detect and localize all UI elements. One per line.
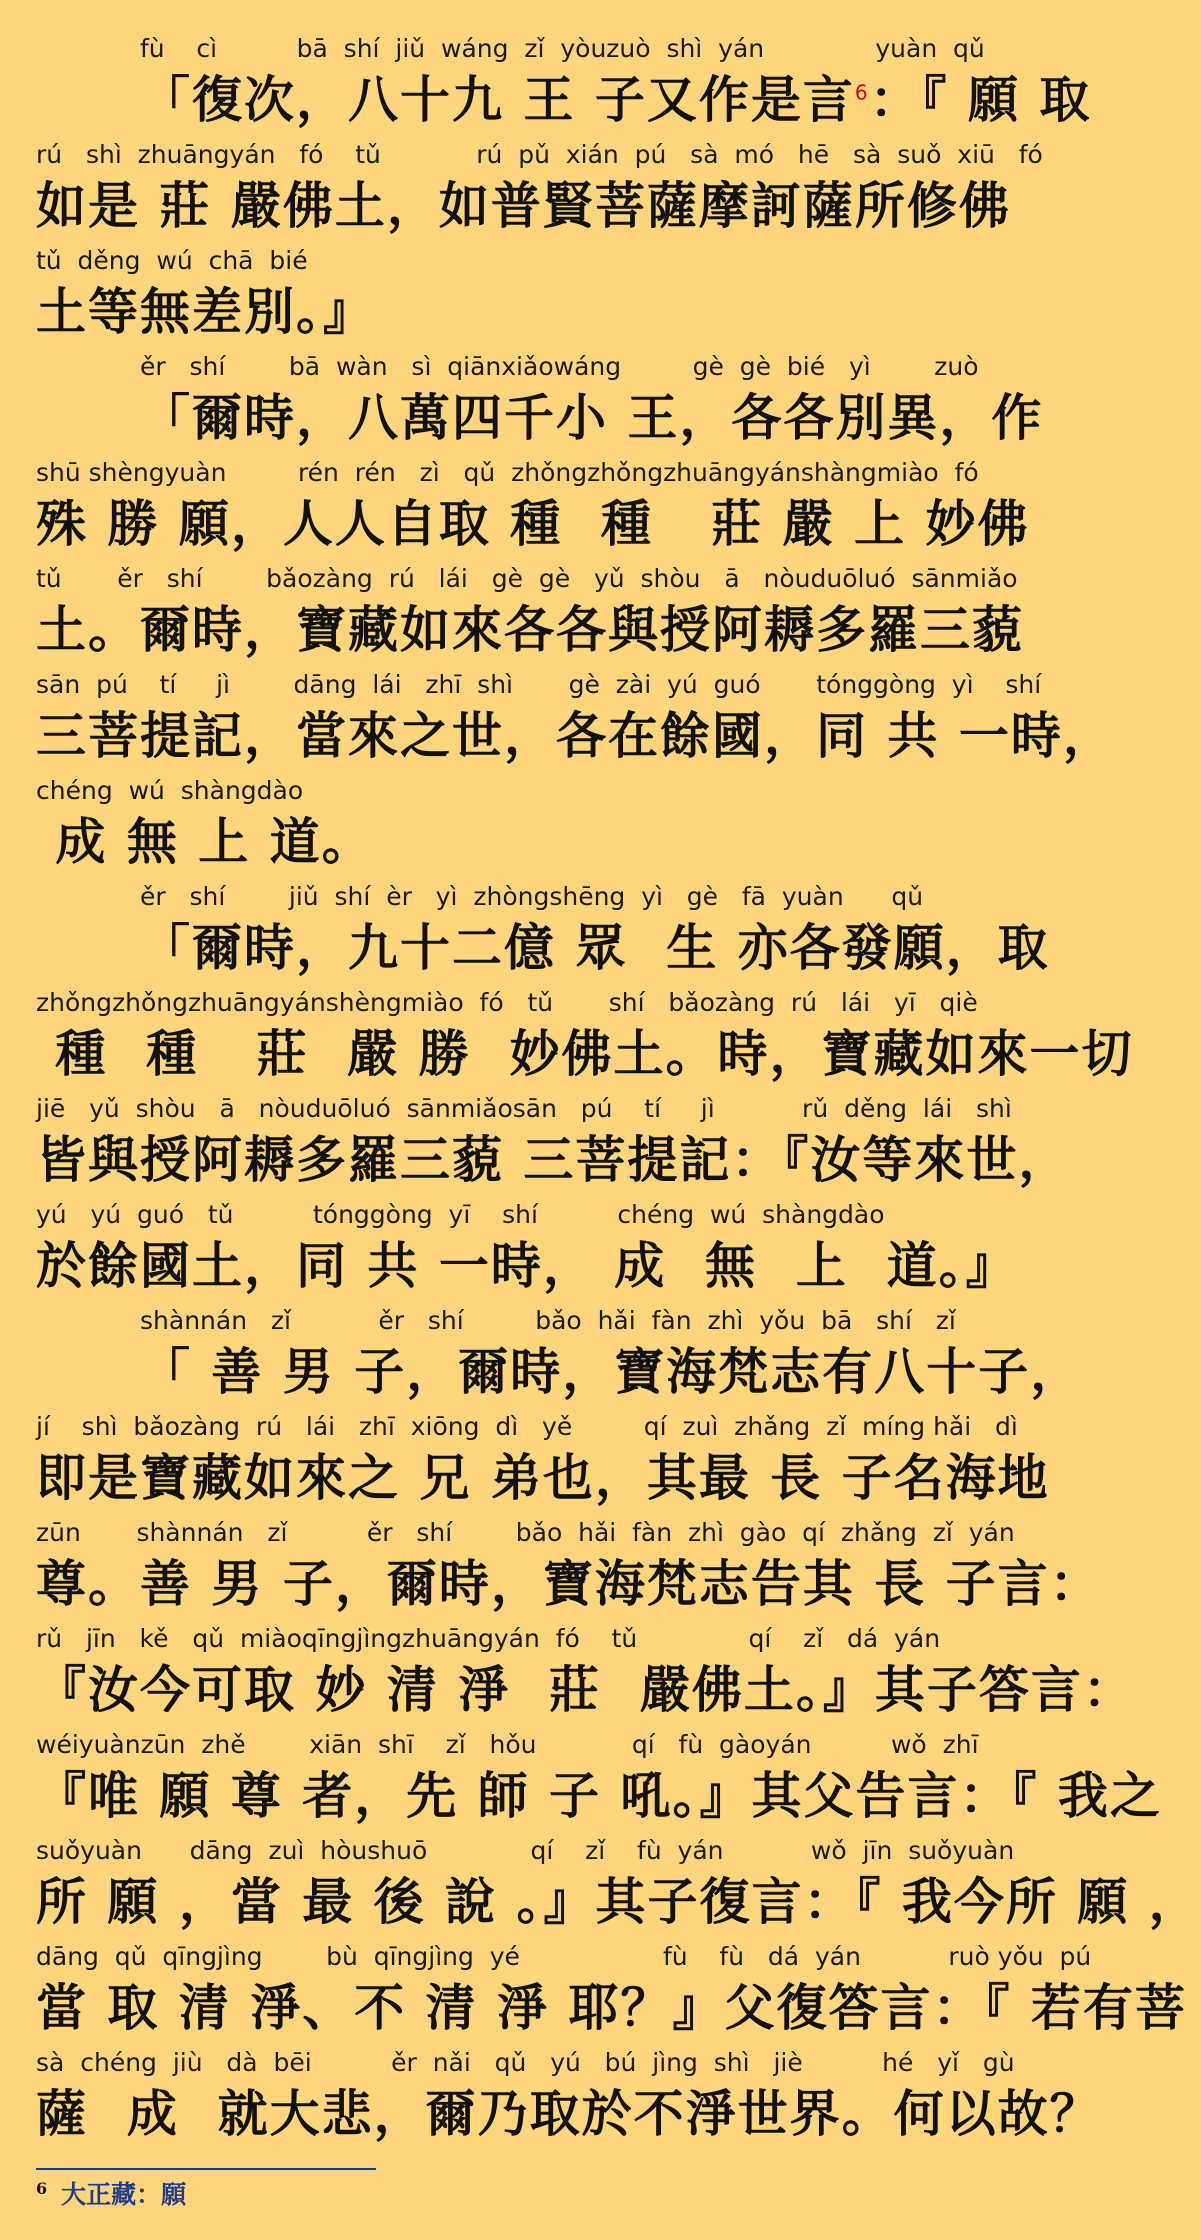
pinyin-line: suǒyuàn dāng zuì hòushuō qí zǐ fù yán wǒ jīn suǒyuàn (36, 1836, 1015, 1865)
hanzi-line: 當 取 清 淨、不 清 淨 耶？』父復答言：『 若有菩 (36, 1979, 1187, 2037)
hanzi-line: 皆與授阿耨多羅三藐 三菩提記：『汝等來世， (36, 1131, 1071, 1189)
hanzi-line: 『汝今可取 妙 清 淨 莊 嚴佛土。』其子答言： (36, 1661, 1135, 1719)
verse-line-10 (36, 984, 1134, 1084)
verse-line-4 (140, 348, 1046, 448)
verse-line-13 (140, 1302, 1083, 1402)
verse-line-14 (36, 1408, 1050, 1508)
pinyin-line: rú shì zhuāngyán fó tǔ rú pǔ xián pú sà mó hē sà suǒ xiū fó (36, 140, 1043, 169)
hanzi-line: 即是寶藏如來之 兄 弟也，其最 長 子名海地 (36, 1449, 1050, 1507)
pinyin-line: jiē yǔ shòu ā nòuduōluó sānmiǎosān pú tí jì rǔ děng lái shì (36, 1094, 1012, 1123)
pinyin-line: dāng qǔ qīngjìng bù qīngjìng yé fù fù dá yán ruò yǒu pú (36, 1942, 1092, 1971)
hanzi-line (140, 70, 1091, 130)
hanzi-line: 尊。善 男 子，爾時，寶海梵志告其 長 子言： (36, 1555, 1102, 1613)
footnote-text: 大正藏：願 (61, 2180, 187, 2209)
verse-line-12 (36, 1196, 1046, 1296)
hanzi-line: 如是 莊 嚴佛土，如普賢菩薩摩訶薩所修佛 (36, 177, 1011, 235)
footnote-number: 6 (36, 2178, 48, 2198)
verse-line-18 (36, 1832, 1201, 1932)
pinyin-line: tǔ děng wú chā bié (36, 246, 308, 275)
hanzi-line: 三菩提記，當來之世，各在餘國，同 共 一時， (36, 707, 1115, 765)
verse-line-5 (36, 454, 1046, 554)
verse-line-19 (36, 1938, 1187, 2038)
hanzi-line: 於餘國土，同 共 一時， 成 無 上 道。』 (36, 1237, 1018, 1295)
pinyin-line: shū shèngyuàn rén rén zì qǔ zhǒngzhǒngzhuāngyánshàngmiào fó (36, 458, 979, 487)
hanzi-line: 薩 成 就大悲，爾乃取於不淨世界。何以故？ (36, 2085, 1102, 2143)
verse-line-20 (36, 2044, 1102, 2144)
verse-line-6 (36, 560, 1046, 660)
hanzi-line: 『唯 願 尊 者，先 師 子 吼。』其父告言：『 我之 (36, 1767, 1162, 1825)
hanzi-line: 土。爾時，寶藏如來各各與授阿耨多羅三藐 (36, 601, 1024, 659)
verse-line-17 (36, 1726, 1162, 1826)
pinyin-line: sà chéng jiù dà bēi ěr nǎi qǔ yú bú jìng shì jiè hé yǐ gù (36, 2048, 1015, 2077)
hanzi-line: 「爾時，九十二億 眾 生 亦各發願，取 (140, 919, 1050, 977)
hanzi-line: 「 善 男 子，爾時，寶海梵志有八十子， (140, 1343, 1083, 1401)
footnote (36, 2178, 186, 2212)
verse-line-3 (36, 242, 1046, 342)
verse-line-9 (140, 878, 1050, 978)
pinyin-line: wéiyuànzūn zhě xiān shī zǐ hǒu qí fù gàoyán wǒ zhī (36, 1730, 979, 1759)
pinyin-line: fù cì bā shí jiǔ wáng zǐ yòuzuò shì yán yuàn qǔ (140, 34, 985, 63)
pinyin-line: chéng wú shàngdào (36, 776, 304, 805)
footnote-reference[interactable]: 6 (854, 80, 870, 105)
hanzi-line: 土等無差別。』 (36, 283, 375, 341)
hanzi-text: ：『 願 取 (869, 71, 1092, 129)
pinyin-line: zhǒngzhǒngzhuāngyánshèngmiào fó tǔ shí bǎozàng rú lái yī qiè (36, 988, 978, 1017)
pinyin-line: shànnán zǐ ěr shí bǎo hǎi fàn zhì yǒu bā shí zǐ (140, 1306, 956, 1335)
verse-line-1 (140, 30, 1092, 130)
hanzi-line: 「爾時，八萬四千小 王，各各別異，作 (140, 389, 1044, 447)
pinyin-line: ěr shí jiǔ shí èr yì zhòngshēng yì gè fā yuàn qǔ (140, 882, 924, 911)
pinyin-line: sān pú tí jì dāng lái zhī shì gè zài yú guó tónggòng yì shí (36, 670, 1042, 699)
hanzi-line: 成 無 上 道。 (36, 813, 374, 871)
verse-line-11 (36, 1090, 1071, 1190)
verse-line-7 (36, 666, 1115, 766)
hanzi-line: 殊 勝 願，人人自取 種 種 莊 嚴 上 妙佛 (36, 495, 1030, 553)
pinyin-line: jí shì bǎozàng rú lái zhī xiōng dì yě qí zuì zhǎng zǐ míng hǎi dì (36, 1412, 1018, 1441)
pinyin-line: rǔ jīn kě qǔ miàoqīngjìngzhuāngyán fó tǔ qí zǐ dá yán (36, 1624, 941, 1653)
footnote-divider (36, 2168, 376, 2170)
hanzi-line: 種 種 莊 嚴 勝 妙佛土。時，寶藏如來一切 (36, 1025, 1134, 1083)
pinyin-line: tǔ ěr shí bǎozàng rú lái gè gè yǔ shòu ā nòuduōluó sānmiǎo (36, 564, 1018, 593)
hanzi-text: 「復次，八十九 王 子又作是言 (140, 71, 855, 129)
verse-line-15 (36, 1514, 1102, 1614)
hanzi-line: 所 願 ，當 最 後 說 。』其子復言：『 我今所 願 ， (36, 1873, 1201, 1931)
verse-line-2 (36, 136, 1046, 236)
verse-line-16 (36, 1620, 1135, 1720)
pinyin-line: ěr shí bā wàn sì qiānxiǎowáng gè gè bié yì zuò (140, 352, 979, 381)
pinyin-line: zūn shànnán zǐ ěr shí bǎo hǎi fàn zhì gào qí zhǎng zǐ yán (36, 1518, 1015, 1547)
verse-line-8 (36, 772, 1046, 872)
pinyin-line: yú yú guó tǔ tónggòng yī shí chéng wú shàngdào (36, 1200, 885, 1229)
